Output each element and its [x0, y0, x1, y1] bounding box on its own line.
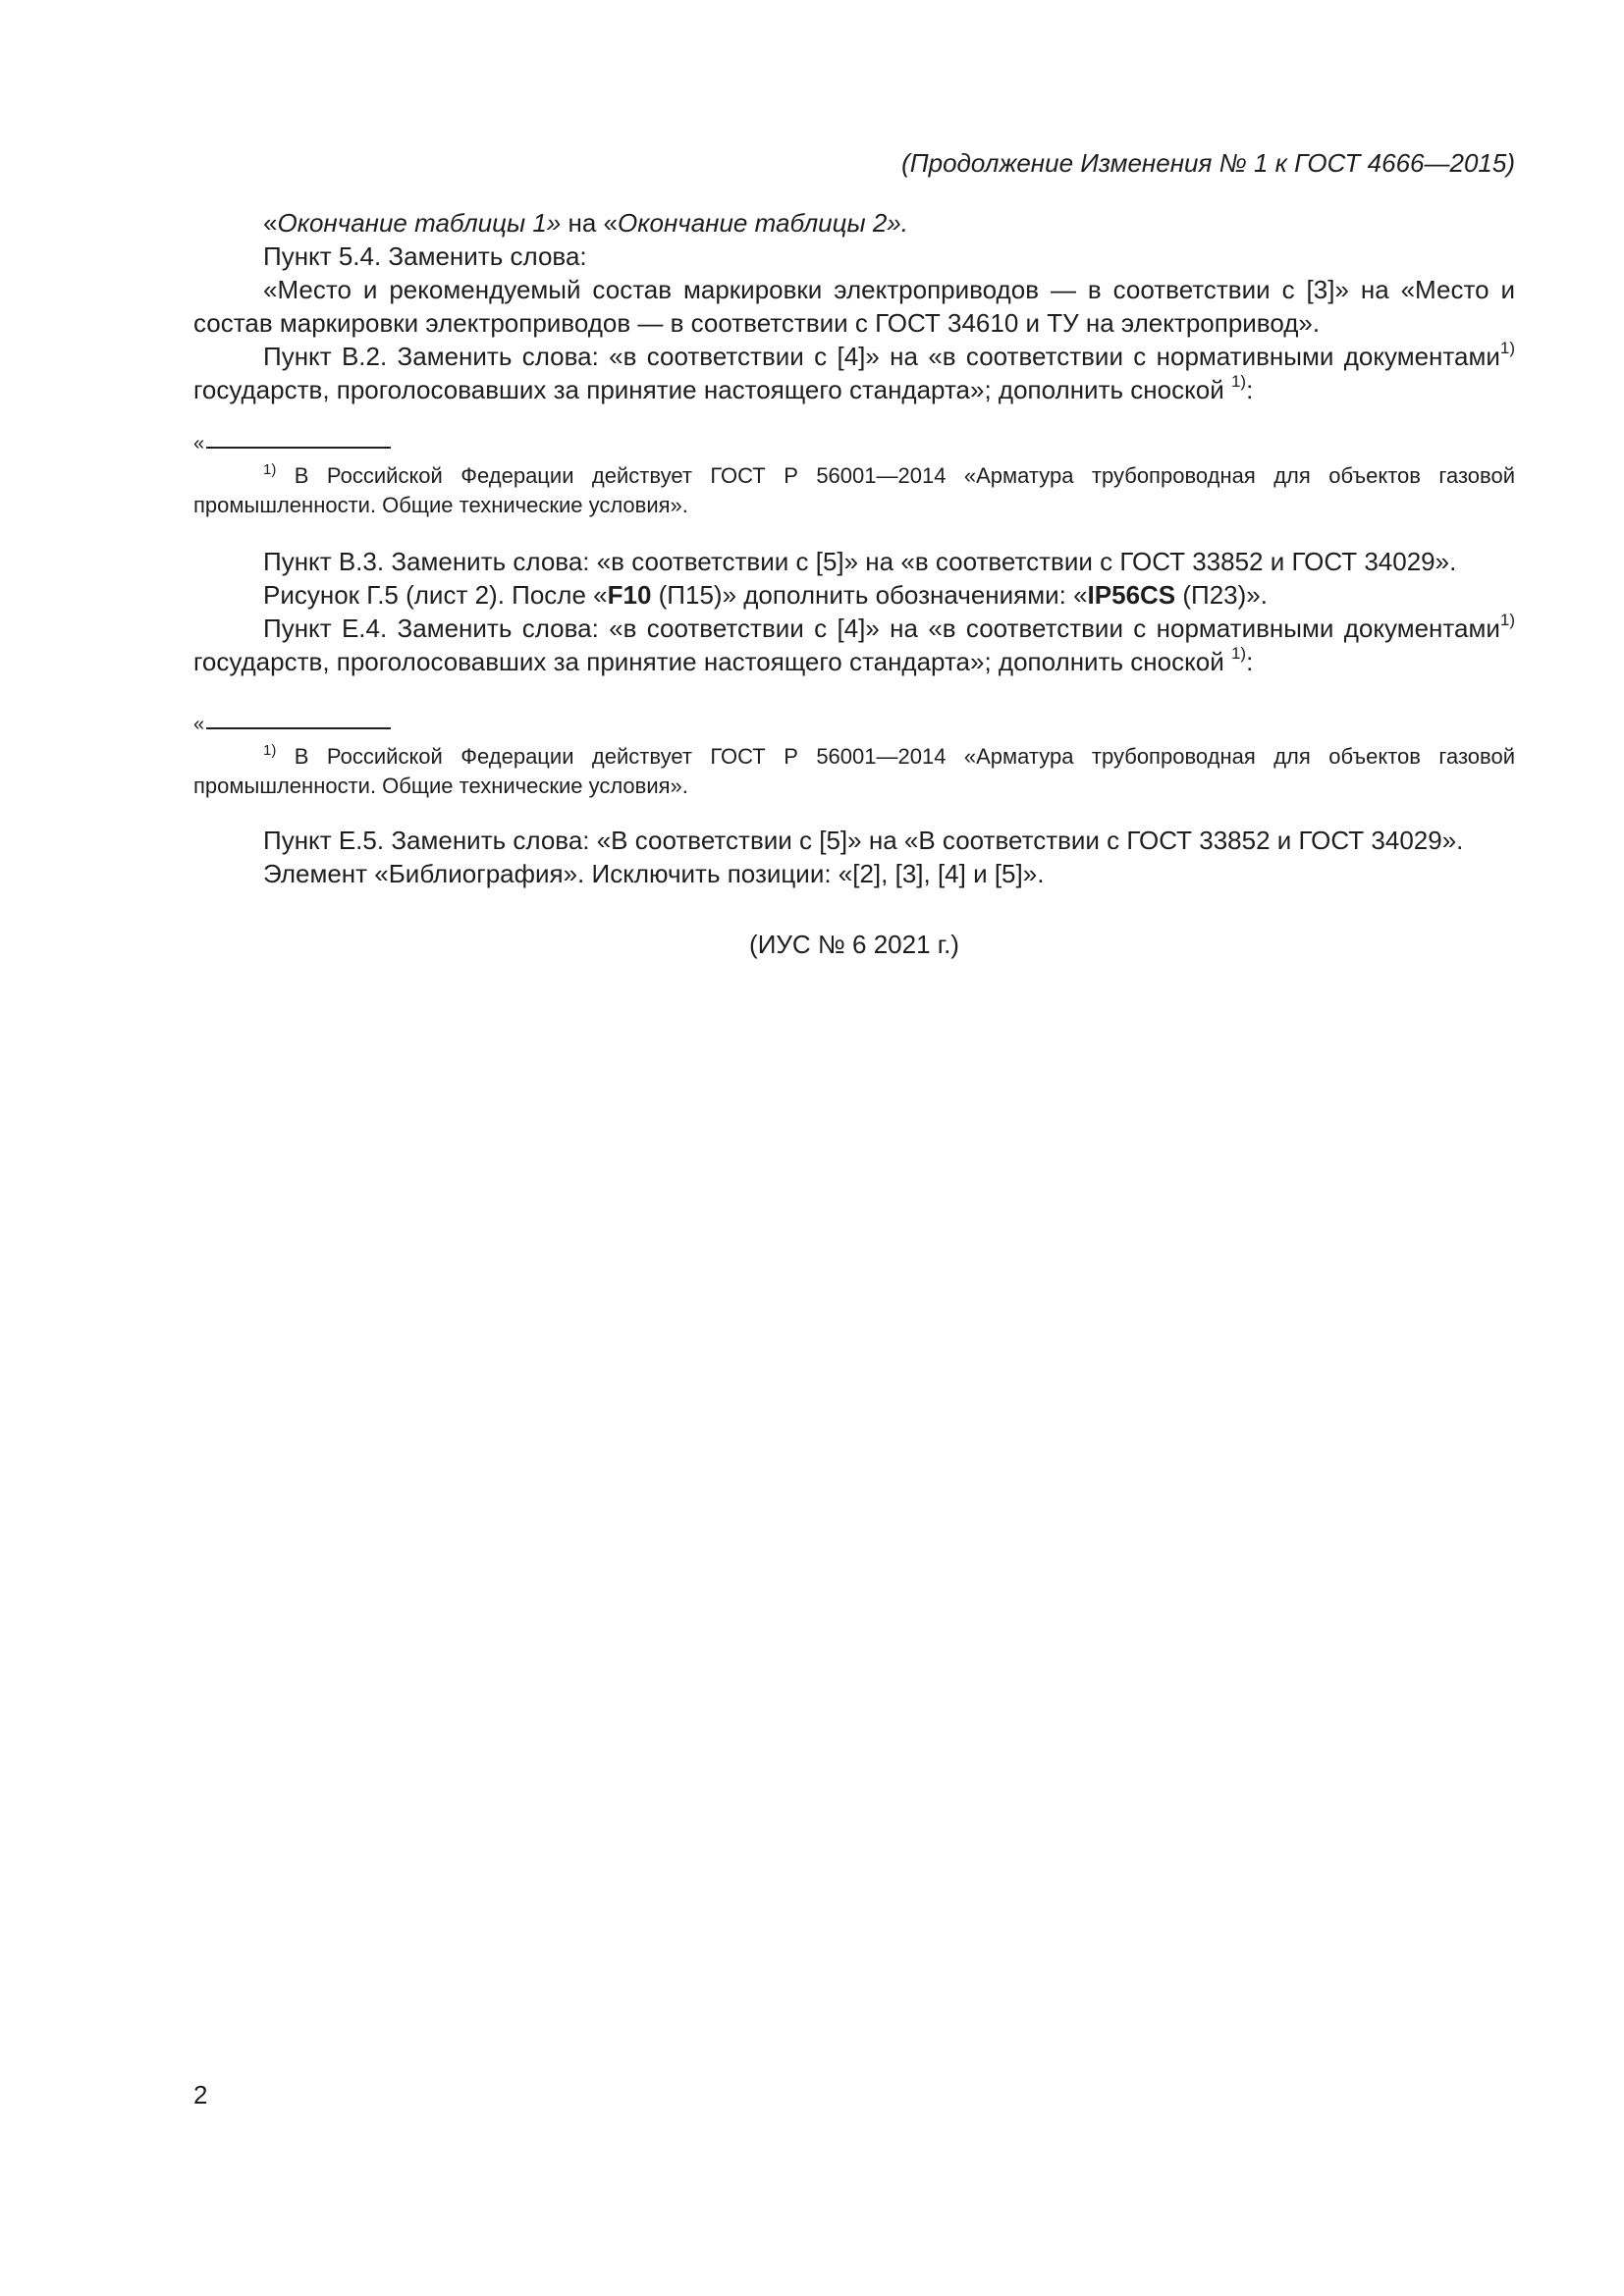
quote-mark: « [263, 208, 278, 238]
paragraph-clause-5-4: Пункт 5.4. Заменить слова: [263, 241, 587, 271]
footnote-quote-mark: « [193, 714, 205, 735]
paragraph-clause-e-4 [193, 612, 1515, 678]
footnote-rule [206, 727, 391, 729]
footnote-quote-mark: « [193, 433, 205, 454]
italic-phrase-1: Окончание таблицы 1» [277, 208, 562, 238]
footnote-rule [206, 447, 391, 449]
footnote-separator [193, 434, 1515, 454]
footnote-block-1 [193, 434, 1515, 520]
footnote-body: В Российской Федерации действует ГОСТ Р 56001—2014 «Арматура трубопроводная для объектов газовой промышленности. Общие технические условия». [193, 744, 1515, 798]
colon: : [1246, 375, 1254, 404]
clause-v-2-text-cont: государств, проголосовавших за принятие настоящего стандарта»; дополнить сноской [193, 375, 1231, 404]
paragraph-table-ending [193, 206, 1515, 240]
paragraph-bibliography: Элемент «Библиография». Исключить позиции: «[2], [3], [4] и [5]». [263, 859, 1045, 888]
footnote-ref: 1) [1230, 644, 1247, 664]
footnote-ref: 1) [1230, 372, 1247, 392]
clause-e-4-text-cont: государств, проголосовавших за принятие настоящего стандарта»; дополнить сноской [193, 647, 1231, 676]
paragraph-clause-v-2 [193, 340, 1515, 406]
colon: : [1246, 647, 1254, 676]
connector-text: на « [561, 208, 618, 238]
amendment-text-block-2 [193, 545, 1515, 678]
figure-text: Рисунок Г.5 (лист 2). После « [263, 580, 608, 610]
paragraph-clause-v-3: Пункт В.3. Заменить слова: «в соответствии с [5]» на «в соответствии с ГОСТ 33852 и ГОСТ 34029». [263, 547, 1457, 576]
bold-code-f10: F10 [607, 580, 652, 610]
paragraph-figure-g-5 [193, 578, 1515, 612]
running-header: (Продолжение Изменения № 1 к ГОСТ 4666—2015) [901, 148, 1515, 178]
footnote-block-2 [193, 715, 1515, 801]
paragraph-clause-e-5: Пункт Е.5. Заменить слова: «В соответствии с [5]» на «В соответствии с ГОСТ 33852 и ГОСТ 34029». [263, 826, 1464, 855]
amendment-text-block-3 [193, 824, 1515, 890]
footnote-marker: 1) [263, 741, 277, 759]
figure-text-end: (П23)». [1175, 580, 1268, 610]
amendment-text-block-1 [193, 206, 1515, 406]
footnote-ref: 1) [1499, 339, 1515, 358]
ius-reference: (ИУС № 6 2021 г.) [749, 930, 959, 959]
bold-code-ip56cs: IP56CS [1087, 580, 1176, 610]
page-number: 2 [193, 2080, 208, 2109]
italic-phrase-2: Окончание таблицы 2». [617, 208, 908, 238]
clause-e-4-text: Пункт Е.4. Заменить слова: «в соответствии с [4]» на «в соответствии с нормативными документами [263, 614, 1500, 643]
footnote-separator [193, 715, 1515, 734]
figure-text-cont: (П15)» дополнить обозначениями: « [651, 580, 1088, 610]
footnote-marker: 1) [263, 460, 277, 478]
footnote-text [193, 461, 1515, 520]
paragraph-marking-replacement: «Место и рекомендуемый состав маркировки электроприводов — в соответствии с [3]» на «Место и состав маркировки электроприводов — в соответствии с ГОСТ 34610 и ТУ на электропривод». [193, 275, 1515, 338]
footnote-text [193, 742, 1515, 801]
footnote-body: В Российской Федерации действует ГОСТ Р 56001—2014 «Арматура трубопроводная для объектов газовой промышленности. Общие технические условия». [193, 463, 1515, 517]
footnote-ref: 1) [1499, 611, 1515, 630]
clause-v-2-text: Пункт В.2. Заменить слова: «в соответствии с [4]» на «в соответствии с нормативными документами [263, 342, 1500, 371]
